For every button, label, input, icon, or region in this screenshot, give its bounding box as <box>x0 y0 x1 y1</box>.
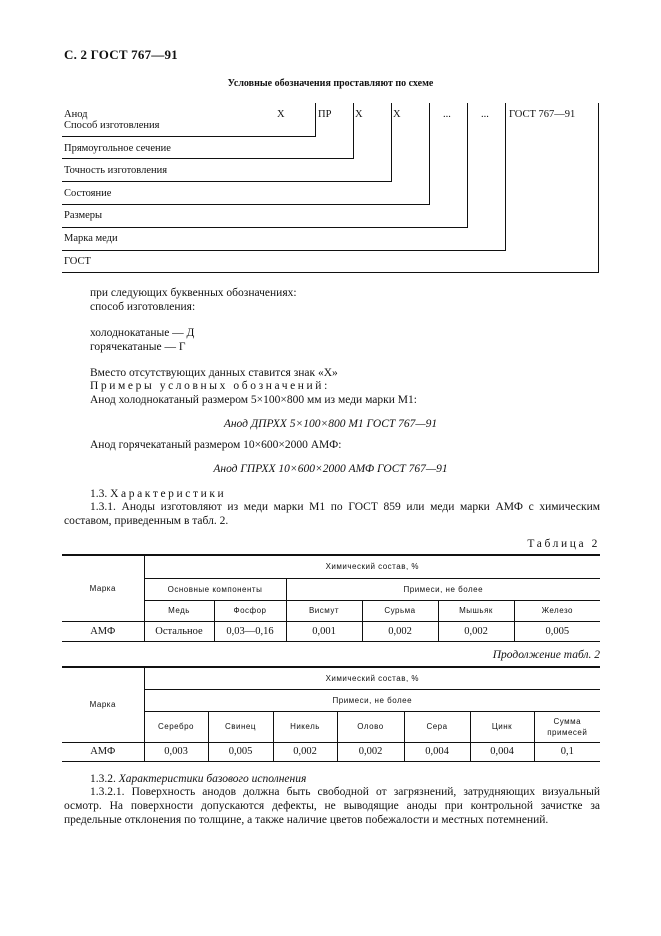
chem-composition-header: Химический состав, % <box>144 667 600 689</box>
scheme-line <box>467 103 468 228</box>
table-row <box>62 742 600 761</box>
impurities-header: Примеси, не более <box>144 689 600 711</box>
section-number: 1.3.2. <box>90 773 116 785</box>
col-header: Медь <box>144 600 214 621</box>
col-header: Фосфор <box>214 600 286 621</box>
col-brand-header: Марка <box>62 667 144 742</box>
scheme-label-anode: Анод <box>64 109 88 120</box>
cell-value: Остальное <box>144 621 214 641</box>
section-title: Характеристики <box>110 488 227 500</box>
scheme-line <box>598 103 599 273</box>
scheme-label-copper: Марка меди <box>64 233 118 244</box>
cell-brand: АМФ <box>62 742 144 761</box>
scheme-line <box>62 204 429 205</box>
col-header: Мышьяк <box>438 600 514 621</box>
scheme-line <box>505 103 506 251</box>
scheme-line <box>62 272 599 273</box>
cell-value: 0,002 <box>273 742 337 761</box>
col-header: Олово <box>337 711 404 742</box>
scheme-label-gost: ГОСТ <box>64 256 91 267</box>
scheme-label-method: Способ изготовления <box>64 120 160 131</box>
paragraph: холоднокатаные — Д <box>90 327 195 339</box>
scheme-field-1: Х <box>277 109 285 120</box>
example-designation-1: Анод ДПРХХ 5×100×800 М1 ГОСТ 767—91 <box>223 418 438 430</box>
cell-value: 0,003 <box>144 742 208 761</box>
cell-value: 0,002 <box>337 742 404 761</box>
paragraph: Анод горячекатаный размером 10×600×2000 АМФ: <box>90 439 342 451</box>
scheme-label-state: Состояние <box>64 188 112 199</box>
paragraph: Вместо отсутствующих данных ставится знак «Х» <box>90 367 338 379</box>
paragraph: Анод холоднокатаный размером 5×100×800 мм из меди марки М1: <box>90 394 417 406</box>
cell-value: 0,001 <box>286 621 362 641</box>
scheme-line <box>315 103 316 137</box>
cell-brand: АМФ <box>62 621 144 641</box>
col-header: Висмут <box>286 600 362 621</box>
cell-value: 0,005 <box>514 621 600 641</box>
col-header: Серебро <box>144 711 208 742</box>
col-brand-header: Марка <box>62 555 144 621</box>
scheme-field-6: ... <box>481 109 489 120</box>
paragraph-1-3-1: 1.3.1. Аноды изготовляют из меди марки М1 по ГОСТ 859 или меди марки АМФ с химическим составом, приведенным в табл. 2. <box>64 501 600 527</box>
paragraph: способ изготовления: <box>90 301 196 313</box>
paragraph: при следующих буквенных обозначениях: <box>90 287 297 299</box>
col-header: Никель <box>273 711 337 742</box>
scheme-label-sizes: Размеры <box>64 210 103 221</box>
table-label: Таблица 2 <box>527 538 600 550</box>
cell-value: 0,002 <box>438 621 514 641</box>
scheme-field-3: Х <box>355 109 363 120</box>
scheme-field-5: ... <box>443 109 451 120</box>
scheme-line <box>429 103 430 205</box>
example-designation-2: Анод ГПРХХ 10×600×2000 АМФ ГОСТ 767—91 <box>213 463 448 475</box>
section-number: 1.3. <box>90 488 108 500</box>
section-1-3 <box>90 487 226 501</box>
cell-value: 0,005 <box>208 742 273 761</box>
cell-value: 0,004 <box>470 742 534 761</box>
scheme-line <box>353 103 354 159</box>
cell-value: 0,03—0,16 <box>214 621 286 641</box>
continuation-label: Продолжение табл. 2 <box>492 649 600 661</box>
paragraph: горячекатаные — Г <box>90 341 186 353</box>
chemical-table-1 <box>62 554 600 642</box>
scheme-line <box>62 181 391 182</box>
col-header: Сумма примесей <box>534 711 600 742</box>
scheme-line <box>391 103 392 182</box>
scheme-field-4: Х <box>393 109 401 120</box>
col-header: Цинк <box>470 711 534 742</box>
scheme-line <box>62 136 315 137</box>
main-components-header: Основные компоненты <box>144 578 286 600</box>
scheme-label-accuracy: Точность изготовления <box>64 165 168 176</box>
impurities-header: Примеси, не более <box>286 578 600 600</box>
cell-value: 0,1 <box>534 742 600 761</box>
scheme-caption: Условные обозначения проставляют по схеме <box>227 78 434 89</box>
cell-value: 0,002 <box>362 621 438 641</box>
page-header: С. 2 ГОСТ 767—91 <box>64 47 178 62</box>
scheme-label-section: Прямоугольное сечение <box>64 143 171 154</box>
chemical-table-2 <box>62 666 600 762</box>
section-title: Характеристики базового исполнения <box>118 773 307 785</box>
examples-heading: Примеры условных обозначений: <box>90 380 330 392</box>
section-1-3-2 <box>90 772 306 786</box>
table-row <box>62 621 600 641</box>
cell-value: 0,004 <box>404 742 470 761</box>
scheme-line <box>62 227 468 228</box>
paragraph-1-3-2-1: 1.3.2.1. Поверхность анодов должна быть свободной от загрязнений, затрудняющих визуальный осмотр. На поверхности допускаются дефекты, не выводящие аноды при контрольной зачистке за предельные отклонения по толщине, а также наличие цветов побежалости и местных потемнений. <box>64 786 600 826</box>
scheme-line <box>62 250 505 251</box>
col-header: Сурьма <box>362 600 438 621</box>
scheme-line <box>62 158 354 159</box>
col-header: Сера <box>404 711 470 742</box>
col-header: Свинец <box>208 711 273 742</box>
chem-composition-header: Химический состав, % <box>144 555 600 578</box>
scheme-field-2: ПР <box>318 109 332 120</box>
col-header: Железо <box>514 600 600 621</box>
scheme-field-7: ГОСТ 767—91 <box>509 109 576 120</box>
